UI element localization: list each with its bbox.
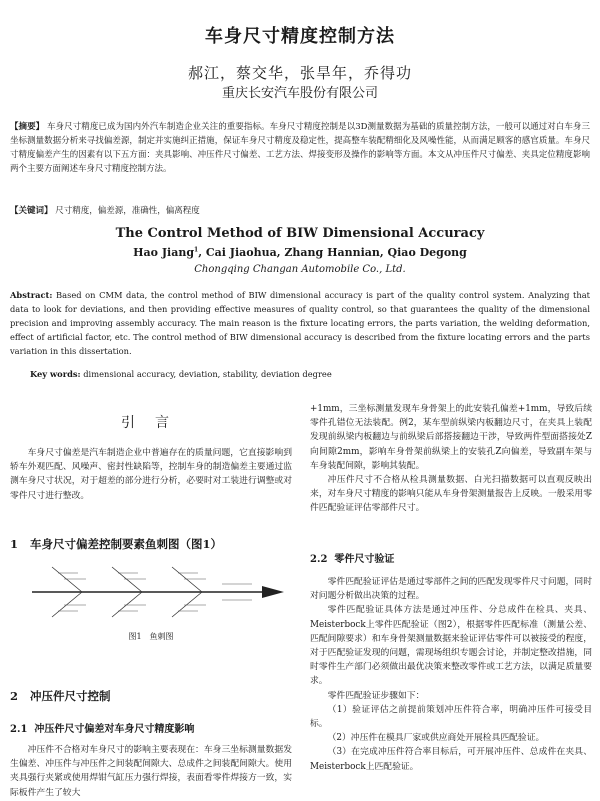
paragraph: 零件匹配验证步骤如下： <box>327 690 425 701</box>
abstract-en <box>10 288 590 358</box>
figure-1-caption: 图1 鱼刺图 <box>128 632 174 641</box>
section-2-1-body <box>10 743 292 800</box>
fishbone-bone <box>52 567 82 592</box>
fishbone-bone <box>172 592 202 617</box>
intro-body <box>10 446 292 503</box>
section-2-2-number: 2.2 <box>310 554 328 565</box>
right-column-top <box>310 402 592 516</box>
paragraph: 零件匹配验证评估是通过零部件之间的匹配发现零件尺寸问题，同时对问题分析做出决策的过程。 <box>310 577 592 602</box>
section-1-title: 车身尺寸偏差控制要素鱼刺图（图1） <box>30 537 223 551</box>
section-2-1-heading <box>10 720 194 735</box>
section-2-title: 冲压件尺寸控制 <box>30 689 111 703</box>
list-item: （1）验证评估之前提前策划冲压件符合率，明确冲压件可接受目标。 <box>310 704 592 730</box>
list-item: （2）冲压件在模具厂家或供应商处开展检具匹配验证。 <box>327 733 545 744</box>
continued-paragraph: +1mm，三坐标测量发现车身骨架上的此安装孔偏差+1mm，导致后续零件孔错位无法装配。例2，某车型前纵梁内板翻边尺寸，在夹具上装配发现前纵梁内板翻边与前纵梁后部搭接翻边干涉，导致两件型面搭接处Z向间隙2mm，影响车身骨架前纵梁上的安装孔Z向偏差，导致副车架与车身装配间隙，影响其装配。 <box>310 404 592 471</box>
section-2-1-number: 2.1 <box>10 724 28 735</box>
abstract-en-label: Abstract: <box>10 290 53 300</box>
section-2-heading <box>10 688 111 704</box>
abstract-cn-label: 【摘要】 <box>10 122 45 132</box>
fishbone-head <box>262 586 284 598</box>
abstract-cn <box>10 120 590 176</box>
author-en-sup: 1 <box>194 246 199 254</box>
section-2-2-title: 零件尺寸验证 <box>334 554 395 565</box>
list-item: （3）在完成冲压件符合率目标后，可开展冲压件、总成件在夹具、Meisterbock上匹配验证。 <box>310 747 592 772</box>
keywords-en-label: Key words: <box>30 369 81 379</box>
affiliation-en: Chongqing Changan Automobile Co., Ltd. <box>194 264 406 275</box>
fishbone-bone <box>112 567 142 592</box>
paragraph: 冲压件尺寸不合格从检具测量数据、白光扫描数据可以直观反映出来，对车身尺寸精度的影响只能从车身骨架测量报告上反映。一般采用零件匹配验证评估零部件尺寸。 <box>310 475 592 514</box>
authors-en-rest: , Cai Jiaohua, Zhang Hannian, Qiao Degong <box>198 246 467 259</box>
authors-en <box>0 246 600 259</box>
section-2-2-heading <box>310 550 394 565</box>
section-1-number: 1 <box>10 537 19 551</box>
section-2-number: 2 <box>10 689 19 703</box>
fishbone-bone <box>52 592 82 617</box>
keywords-en <box>30 369 590 379</box>
fishbone-bone <box>112 592 142 617</box>
author-en-first: Hao Jiang <box>133 246 195 259</box>
section-2-1-title: 冲压件尺寸偏差对车身尺寸精度影响 <box>34 724 195 735</box>
authors-cn: 郝江，蔡交华，张旱年，乔得功 <box>187 64 412 82</box>
paper-title-en: The Control Method of BIW Dimensional Accuracy <box>115 226 485 241</box>
intro-heading: 引言 <box>121 415 189 431</box>
keywords-cn-label: 【关键词】 <box>10 206 53 216</box>
abstract-en-text: Based on CMM data, the control method of BIW dimensional accuracy is part of the quality control system. Analyzing that data to look for deviations, and then providing effective measures of quality control, so that guarantees the quality of the dimensional precision and improving assembly accuracy. The main reason is the fixture locating errors, the parts variation, the welding deformation, effect of artificial factor, etc. The control method of BIW dimensional accuracy is described from the fixture locating errors and the parts variation in this dissertation. <box>10 290 590 356</box>
section-1-heading <box>10 536 222 552</box>
abstract-cn-text: 车身尺寸精度已成为国内外汽车制造企业关注的重要指标。车身尺寸精度控制是以3D测量数据为基础的质量控制方法，一般可以通过对白车身三坐标测量数据分析来寻找偏差源，制定并实施纠正措施，保证车身尺寸精度及稳定性，提高整车装配精细化及风噪性能，从而满足顾客的感官质量。车身尺寸精度偏差产生的因素有以下五方面：夹具影响、冲压件尺寸偏差、工艺方法、焊接变形及操作的影响等方面。本文从冲压件尺寸偏差、夹具定位精度影响两个主要方面阐述车身尺寸精度控制方法。 <box>10 122 590 174</box>
intro-paragraph: 车身尺寸偏差是汽车制造企业中普遍存在的质量问题，它直接影响到轿车外观匹配、风噪声、密封性缺陷等，控制车身的制造偏差主要通过监测车身尺寸状况，对于超差的部分进行分析，必要时对工装进行调整或对零件尺寸进行整改。 <box>10 448 292 501</box>
keywords-en-text: dimensional accuracy, deviation, stability, deviation degree <box>83 369 332 379</box>
keywords-cn-text: 尺寸精度，偏差源，准确性，偏离程度 <box>55 206 200 216</box>
keywords-cn <box>10 204 590 216</box>
right-column-bottom <box>310 575 592 774</box>
fishbone-diagram <box>12 562 292 622</box>
fishbone-bone <box>172 567 202 592</box>
paragraph: 零件匹配验证具体方法是通过冲压件、分总成件在检具、夹具、Meisterbock上零件匹配验证（图2），根据零件匹配标准（测量公差、匹配间隙要求）和车身骨架测量数据来验证评估零件可以被接受的程度，对于匹配验证发现的问题，需现场组织专题会讨论，并制定整改措施，同时零件生产部门必须做出最优决策来整改零件或工艺方法，以满足质量要求。 <box>310 605 592 687</box>
affiliation-cn: 重庆长安汽车股份有限公司 <box>221 86 378 101</box>
paper-title-cn: 车身尺寸精度控制方法 <box>205 26 395 47</box>
section-2-1-paragraph: 冲压件不合格对车身尺寸的影响主要表现在：车身三坐标测量数据发生偏差、冲压件与冲压件之间装配间隙大、总成件之间装配间隙大。使用夹具强行夹紧或使用焊钳气缸压力强行焊接，表面看零件焊接方一致，实际板件产生了较大 <box>10 745 292 798</box>
